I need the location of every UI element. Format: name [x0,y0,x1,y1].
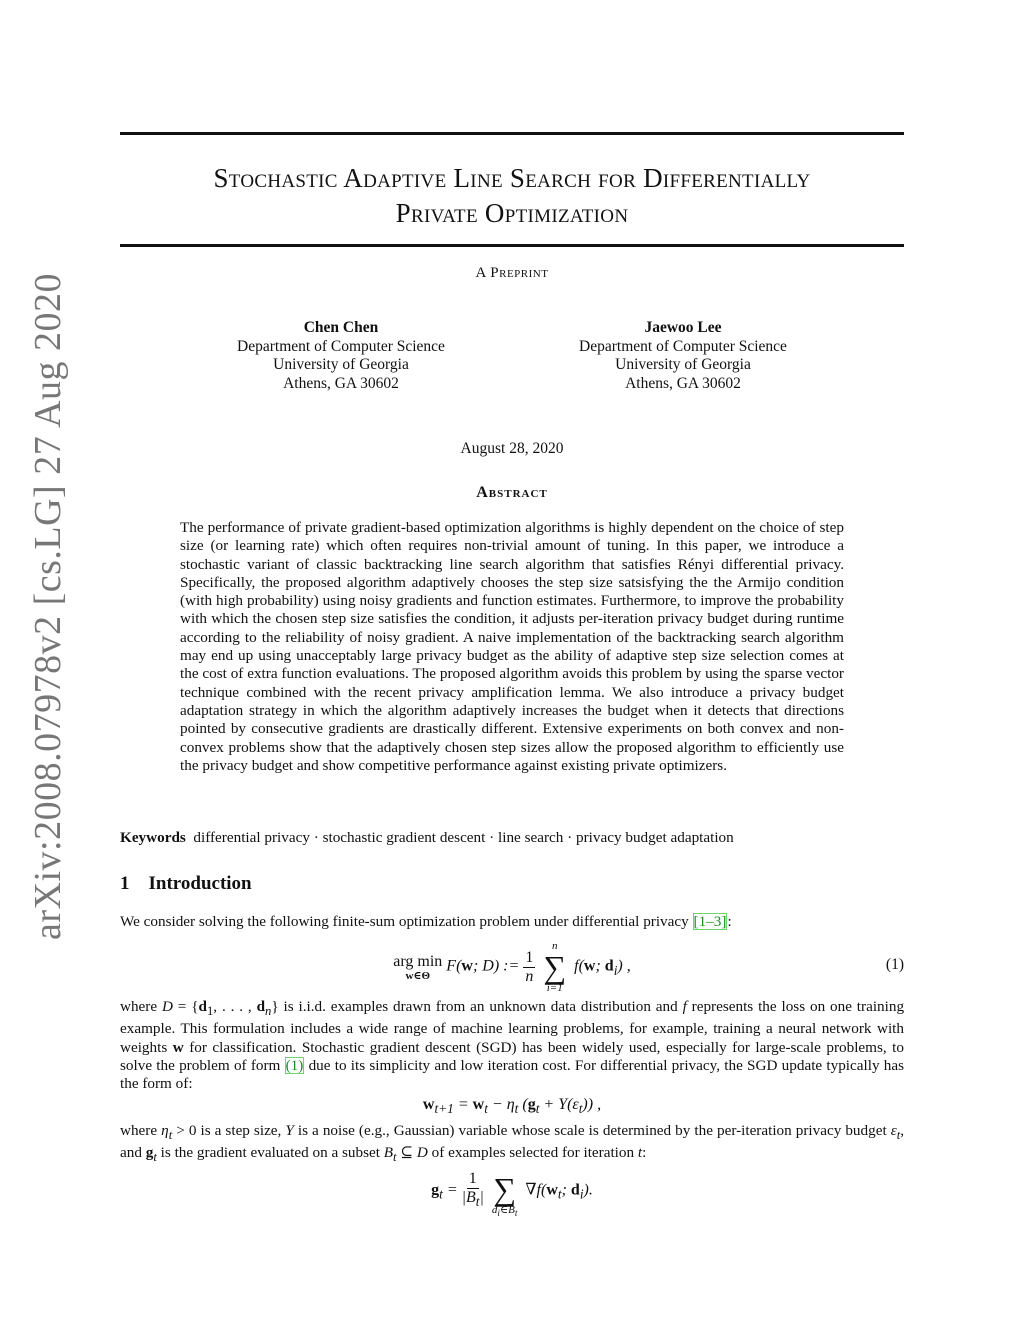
equation-reference-link[interactable]: (1) [285,1056,304,1074]
intro-text: is a step size, [200,1122,282,1139]
intro-paragraph-2: where $D = \{d_1$, . . . , $d_n$} is i.i.d. examples drawn from an unknown data distribution and f represents the loss on one training example. This formulation includes a wide range of machine learning problems, for example, training a neural network with weights w for classification. Stochastic gradient descent (SGD) has been widely used, especially for large-scale problems, to solve the problem of form (1) due to its simplicity and low iteration cost. For differential privacy, the SGD update typically has the form of: [120,998,905,1093]
intro-text: where [120,1122,158,1139]
intro-text: is i.i.d. examples drawn from an unknown data distribution and [283,998,678,1015]
author-block-2 [533,319,833,393]
paper-date: August 28, 2020 [460,440,564,457]
intro-text: We consider solving the following finite-sum optimization problem under differential privacy [120,913,693,930]
intro-text: : [642,1144,647,1162]
author-block-1 [191,319,491,393]
section-number: 1 [120,873,130,894]
author-dept: Department of Computer Science [579,337,787,355]
section-title: Introduction [148,873,252,894]
paper-title-line-2: Private Optimization [395,198,629,228]
equation-number: (1) [885,956,904,973]
author-univ: University of Georgia [615,356,751,373]
equation-1: arg min w∈Θ F(w; D) := $\frac{1}{n}$ n ∑ i=1 f(w; $d_i$) , [393,940,631,994]
intro-text: is a noise (e.g., Gaussian) variable whose scale is determined by the per-iteration privacy budget [297,1122,887,1139]
intro-text: is the gradient evaluated on a subset [160,1144,380,1162]
title-bottom-rule [120,244,904,247]
equation-sgd-update: $w_{t+1} = w_t - \eta_t$ $(g_t + Y(\varepsilon_t))$ , [422,1096,602,1117]
intro-paragraph-3: where $\eta_t > 0$ is a step size, Y is a noise (e.g., Gaussian) variable whose scale is determined by the per-iteration privacy budget $\varepsilon_t$, and $g_t$ is the gradient evaluated on a subset $B_t$ ⊆ D of examples selected for iteration t: [120,1122,905,1165]
author-name: Jaewoo Lee [644,319,722,336]
title-top-rule [120,132,904,135]
paper-title-line-1: Stochastic Adaptive Line Search for Differentially [213,163,811,193]
author-univ: University of Georgia [273,356,409,373]
keywords-label: Keywords [120,829,186,846]
section-heading [120,873,252,895]
intro-paragraph-1 [120,913,904,931]
arxiv-identifier: arXiv:2008.07978v2 [cs.LG] 27 Aug 2020 [27,272,69,940]
abstract-text: The performance of private gradient-based optimization algorithms is highly dependent on the choice of step size (or learning rate) which often requires non-trivial amount of tuning. In this paper, we introduce a stochastic variant of classic backtracking line search algorithm that satisfies Rényi differential privacy. Specifically, the proposed algorithm adaptively chooses the step size satsisfying the the Armijo condition (with high probability) using noisy gradients and function estimates. Furthermore, to improve the probability with which the chosen step size satisfies the condition, it adjusts per-iteration privacy budget during runtime according to the reliability of noisy gradient. A naive implementation of the backtracking search algorithm may end up using unacceptably large privacy budget as the ability of adaptive step size selection comes at the cost of extra function evaluations. The proposed algorithm avoids this problem by using the sparse vector technique combined with the recent privacy amplification lemma. We also introduce a privacy budget adaptation strategy in which the algorithm adaptively increases the budget when it detects that directions pointed by consecutive gradients are drastically different. Extensive experiments on both convex and non-convex problems show that the adaptively chosen step sizes allow the proposed algorithm to efficiently use the privacy budget and show competitive performance against existing private optimizers. [180,519,844,774]
intro-text: : [727,913,732,930]
author-name: Chen Chen [303,319,379,336]
author-dept: Department of Computer Science [237,337,445,355]
preprint-label: A Preprint [475,265,549,281]
citation-link[interactable]: [1–3] [693,913,727,930]
intro-text: represents the loss on one training example. This formulation includes a wide range of machine learning problems, for example, training a neural network with weights [120,998,905,1056]
intro-text: of examples selected for iteration [431,1144,635,1162]
keywords-list: differential privacy · stochastic gradient descent · line search · privacy budget adaptation [193,829,734,846]
abstract-heading: Abstract [476,484,548,501]
intro-text: for classification. Stochastic gradient descent (SGD) has been widely used, especially for large-scale problems, to solve the problem of form [120,1038,904,1074]
author-addr: Athens, GA 30602 [283,374,399,392]
keywords-line [120,829,904,847]
intro-text: due to its simplicity and low iteration cost. For differential privacy, the SGD update typically has the form of: [120,1056,905,1093]
equation-gradient: $g_t$ = $\frac{1}{|B_t|}$ ∑ $d_i\in B_t$ $\nabla f(w_t$; $d_i$). [431,1170,593,1219]
intro-text: , and [120,1122,905,1162]
author-addr: Athens, GA 30602 [625,374,741,392]
